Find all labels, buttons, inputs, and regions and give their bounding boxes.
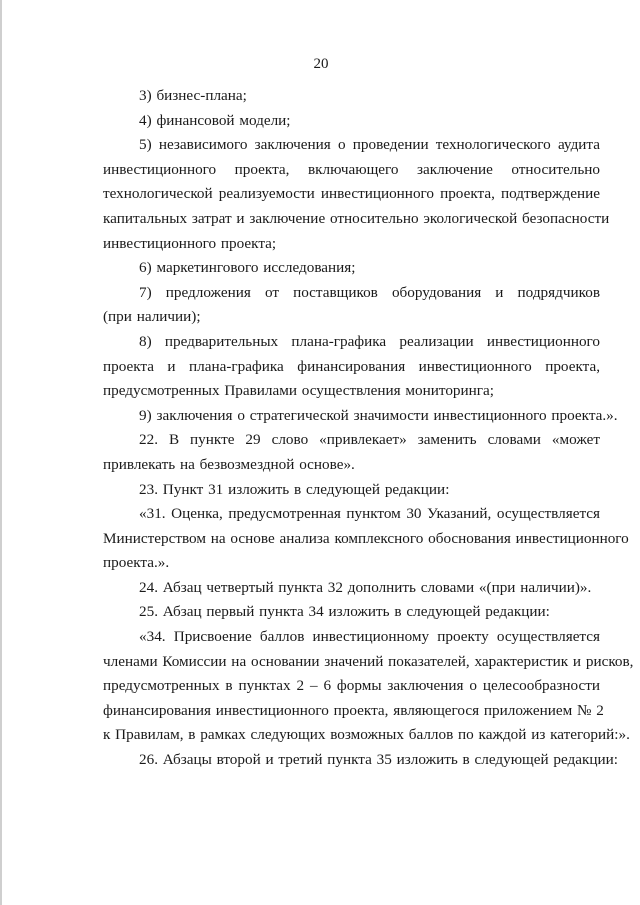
text-line: технологической реализуемости инвестиционного проекта, подтверждение — [103, 185, 600, 203]
text-line: проекта.». — [103, 554, 170, 572]
paragraph — [103, 84, 600, 109]
paragraph — [103, 748, 618, 773]
text-line: 9) заключения о стратегической значимости инвестиционного проекта.». — [139, 406, 618, 424]
paragraph — [103, 502, 629, 576]
text-line: 26. Абзацы второй и третий пункта 35 изложить в следующей редакции: — [139, 751, 618, 769]
text-line: Министерством на основе анализа комплексного обоснования инвестиционного — [103, 529, 629, 547]
text-line: членами Комиссии на основании значений показателей, характеристик и рисков, — [103, 652, 634, 670]
text-line: 22. В пункте 29 слово «привлекает» заменить словами «может — [139, 431, 600, 449]
text-line: 8) предварительных плана-графика реализации инвестиционного — [139, 332, 600, 350]
text-line: 25. Абзац первый пункта 34 изложить в следующей редакции: — [139, 603, 550, 621]
paragraph — [103, 625, 634, 748]
paragraph — [103, 330, 600, 404]
paragraph — [103, 256, 600, 281]
text-line: капитальных затрат и заключение относительно экологической безопасности — [103, 209, 610, 227]
paragraph — [103, 281, 600, 330]
text-line: к Правилам, в рамках следующих возможных баллов по каждой из категорий:». — [103, 726, 630, 744]
text-line: 23. Пункт 31 изложить в следующей редакции: — [139, 480, 450, 498]
paragraph — [103, 404, 618, 429]
text-line: 4) финансовой модели; — [139, 111, 291, 129]
paragraph — [103, 109, 600, 134]
page-number: 20 — [313, 56, 329, 72]
text-line: (при наличии); — [103, 308, 201, 326]
text-line: «34. Присвоение баллов инвестиционному проекту осуществляется — [139, 628, 600, 646]
text-line: «31. Оценка, предусмотренная пунктом 30 Указаний, осуществляется — [139, 505, 600, 523]
text-line: предусмотренных Правилами осуществления мониторинга; — [103, 382, 494, 400]
paragraph — [103, 478, 600, 503]
paragraph — [103, 600, 600, 625]
text-line: 24. Абзац четвертый пункта 32 дополнить словами «(при наличии)». — [139, 578, 592, 596]
text-line: предусмотренных в пунктах 2 – 6 формы заключения о целесообразности — [103, 677, 600, 695]
document-body — [103, 84, 634, 773]
text-line: финансирования инвестиционного проекта, являющегося приложением № 2 — [103, 701, 604, 719]
text-line: 7) предложения от поставщиков оборудования и подрядчиков — [139, 283, 600, 301]
paragraph — [103, 576, 600, 601]
text-line: 5) независимого заключения о проведении технологического аудита — [139, 136, 600, 154]
paragraph — [103, 428, 600, 477]
text-line: проекта и плана-графика финансирования инвестиционного проекта, — [103, 357, 600, 375]
paragraph — [103, 133, 610, 256]
text-line: 6) маркетингового исследования; — [139, 259, 356, 277]
text-line: инвестиционного проекта; — [103, 234, 277, 252]
text-line: 3) бизнес-плана; — [139, 87, 247, 104]
text-line: привлекать на безвозмездной основе». — [103, 455, 355, 473]
text-line: инвестиционного проекта, включающего заключение относительно — [103, 160, 600, 178]
